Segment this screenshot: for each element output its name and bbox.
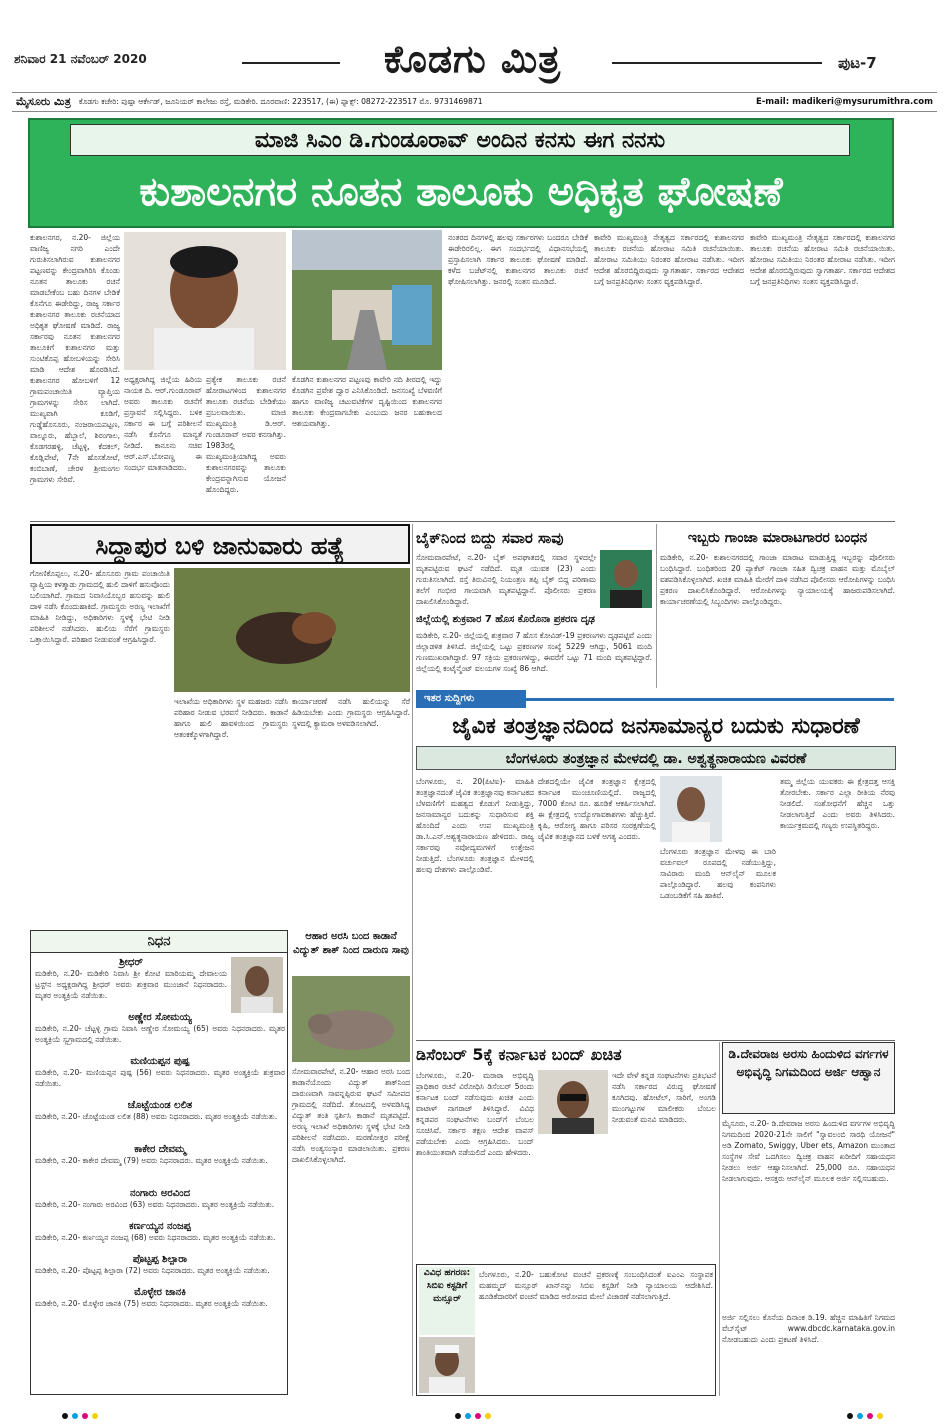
obituary-list bbox=[35, 957, 285, 1392]
elephant-body: ಗೋಣಿಕೊಪ್ಪಲು, ನ.20- ಹೊಸೂರು ಗ್ರಾಮ ಪಂಚಾಯಿತಿ ವ್ಯಾಪ್ತಿಯ ಕಳತ್ಮಾಡು ಗ್ರಾಮದಲ್ಲಿ ಹುಲಿ ದಾಳಿಗೆ ಹಸುವೊಂದು ಬಲಿಯಾಗಿದೆ. ಗ್ರಾಮದ ನಿವಾಸಿಯೊಬ್ಬರ ಹಸುವನ್ನು ಹುಲಿ ದಾಳಿ ನಡೆಸಿ ಕೊಂದುಹಾಕಿದೆ. ಗ್ರಾಮಸ್ಥರು ಅರಣ್ಯ ಇಲಾಖೆಗೆ ಮಾಹಿತಿ ನೀಡಿದ್ದು, ಅಧಿಕಾರಿಗಳು ಸ್ಥಳಕ್ಕೆ ಭೇಟಿ ನೀಡಿ ಪರಿಶೀಲನೆ ನಡೆಸಿದರು. ಹುಲಿಯ ಸೆರೆಗೆ ಗ್ರಾಮಸ್ಥರು ಒತ್ತಾಯಿಸಿದ್ದಾರೆ. ಪರಿಹಾರ ನೀಡುವಂತೆ ಆಗ್ರಹಿಸಿದ್ದಾರೆ. bbox=[30, 569, 170, 644]
bike-victim-photo bbox=[600, 550, 652, 608]
obit-text: ಮಡಿಕೇರಿ, ನ.20- ನಂಗಾರು ಅರವಿಂದ (63) ಅವರು ನಿಧನರಾದರು. ಮೃತರ ಅಂತ್ಯಕ್ರಿಯೆ ನಡೆಯಿತು. bbox=[35, 1200, 275, 1209]
biotech-subhead: ಬೆಂಗಳೂರು ತಂತ್ರಜ್ಞಾನ ಮೇಳದಲ್ಲಿ ಡಾ. ಅಶ್ವತ್ಥನಾರಾಯಣ ವಿವರಣೆ bbox=[416, 746, 896, 770]
obit-text: ಮಡಿಕೇರಿ, ನ.20- ಕರ್ಣಯ್ಯನ ನಂಜಪ್ಪ (68) ಅವರು ನಿಧನರಾದರು. ಮೃತರ ಅಂತ್ಯಕ್ರಿಯೆ ನಡೆಯಿತು. bbox=[35, 1233, 276, 1242]
obit-name: ಕಾಕೇರ ದೇವಮ್ಮ bbox=[134, 1144, 186, 1155]
masthead-title: ಕೊಡಗು ಮಿತ್ರ bbox=[383, 36, 561, 81]
obit-item bbox=[35, 1100, 285, 1144]
obc-body: ಮೈಸೂರು, ನ.20- ಡಿ.ದೇವರಾಜ ಅರಸು ಹಿಂದುಳಿದ ವರ್ಗಗಳ ಅಭಿವೃದ್ಧಿ ನಿಗಮದಿಂದ 2020-21ನೇ ಸಾಲಿಗೆ "ಸ್ವಾವಲಂಬಿ ಸಾರಥಿ ಯೋಜನೆ" ಅಡಿ Zomato, Swiggy, Uber ets, Amazon ಮುಂತಾದ ಸಂಸ್ಥೆಗಳ ಸೇವೆ ಒದಗಿಸಲು ದ್ವಿಚಕ್ರ ವಾಹನ ಖರೀದಿಗೆ ಸಹಾಯಧನ ನೀಡಲು ಅರ್ಜಿ ಆಹ್ವಾನಿಸಲಾಗಿದೆ. 25,000 ರೂ. ಸಹಾಯಧನ ನೀಡಲಾಗುವುದು. ಆಸಕ್ತರು ಆನ್‌ಲೈನ್ ಮೂಲಕ ಅರ್ಜಿ ಸಲ್ಲಿಸಬಹುದು. bbox=[722, 1119, 895, 1183]
ganja-body: ಮಡಿಕೇರಿ, ನ.20- ಕುಶಾಲನಗರದಲ್ಲಿ ಗಾಂಜಾ ಮಾರಾಟ ಮಾಡುತ್ತಿದ್ದ ಇಬ್ಬರನ್ನು ಪೊಲೀಸರು ಬಂಧಿಸಿದ್ದಾರೆ. ಬಂಧಿತರಿಂದ 20 ಪ್ಯಾಕೆಟ್ ಗಾಂಜಾ ಸಹಿತ ದ್ವಿಚಕ್ರ ವಾಹನ ಮತ್ತು ಮೊಬೈಲ್ ವಶಪಡಿಸಿಕೊಳ್ಳಲಾಗಿದೆ. ಖಚಿತ ಮಾಹಿತಿ ಮೇರೆಗೆ ದಾಳಿ ನಡೆಸಿದ ಪೊಲೀಸರು ಆರೋಪಿಗಳನ್ನು ಬಂಧಿಸಿ ಪ್ರಕರಣ ದಾಖಲಿಸಿಕೊಂಡಿದ್ದಾರೆ. ಆರೋಪಿಗಳನ್ನು ನ್ಯಾಯಾಲಯಕ್ಕೆ ಹಾಜರುಪಡಿಸಲಾಗಿದೆ. ಕಾರ್ಯಾಚರಣೆಯಲ್ಲಿ ಸಿಬ್ಬಂದಿಗಳು ಪಾಲ್ಗೊಂಡಿದ್ದರು. bbox=[660, 553, 895, 606]
contact-strip bbox=[12, 92, 937, 112]
dead-elephant-graphic bbox=[292, 976, 410, 1062]
obit-name: ಕರ್ಣಯ್ಯನ ನಂಜಪ್ಪ bbox=[129, 1221, 191, 1232]
notice-body: ಬೆಂಗಳೂರು, ನ.20- ಬಹುಕೋಟಿ ವಂಚನೆ ಪ್ರಕರಣಕ್ಕೆ ಸಂಬಂಧಿಸಿದಂತೆ ಐಎಂಎ ಸಂಸ್ಥಾಪಕ ಮಹಮ್ಮದ್ ಮನ್ಸೂರ್ ಖಾನ್‌ನನ್ನು ಸಿಬಿಐ ಕಸ್ಟಡಿಗೆ ನೀಡಿ ನ್ಯಾಯಾಲಯ ಆದೇಶಿಸಿದೆ. ಹೂಡಿಕೆದಾರರಿಗೆ ವಂಚನೆ ಮಾಡಿದ ಆರೋಪದ ಮೇಲೆ ವಿಚಾರಣೆ ನಡೆಸಲಾಗುತ್ತಿದೆ. bbox=[479, 1270, 713, 1301]
strip-brand: ಮೈಸೂರು ಮಿತ್ರ bbox=[16, 95, 71, 108]
lead-col-2: ಅಧ್ಯಕ್ಷರಾಗಿದ್ದ ಜಿಲ್ಲೆಯ ಹಿರಿಯ ನಾಯಕ ದಿ. ಆರ್.ಗುಂಡೂರಾವ್ ಅವರು ತಾಲೂಕು ರಚನೆಗೆ ಪ್ರಸ್ತಾವನೆ ಸಲ್ಲಿಸಿದ್ದರು. ಬಳಿಕ ಸರ್ಕಾರ ಈ ಬಗ್ಗೆ ಪರಿಶೀಲನೆ ನಡೆಸಿ ಕೊನೆಗೂ ಮಾನ್ಯತೆ ನೀಡಿದೆ. ಕಾನೂನು ಸಚಿವ ಆರ್.ಎಸ್.ಬೋಪಣ್ಣ ಈ ಸಂದರ್ಭ ಮಾತನಾಡಿದರು. bbox=[124, 375, 202, 472]
animal-graphic bbox=[174, 568, 410, 692]
obit-text: ಮಡಿಕೇರಿ, ನ.20- ಪೊಟ್ಟಪ್ಪ ಶಿಲ್ಪಾರಾ (72) ಅವರು ನಿಧನರಾದರು. ಮೃತರ ಅಂತ್ಯಕ್ರಿಯೆ ನಡೆಯಿತು. bbox=[35, 1266, 270, 1275]
obit-item bbox=[35, 1188, 285, 1221]
lead-col-4: ಕೊಡಗಿನ ಕುಶಾಲನಗರ ಪಟ್ಟಣವು ಕಾವೇರಿ ನದಿ ತೀರದಲ್ಲಿ ಇದ್ದು ಕೊಡಗಿನ ಪ್ರವೇಶ ದ್ವಾರ ಎನಿಸಿಕೊಂಡಿದೆ. ಜನಸಂಖ್ಯೆ ಬೆಳವಣಿಗೆ ಹಾಗೂ ವಾಣಿಜ್ಯ ಚಟುವಟಿಕೆಗಳ ದೃಷ್ಟಿಯಿಂದ ಕುಶಾಲನಗರ ತಾಲೂಕು ಕೇಂದ್ರವಾಗಬೇಕು ಎಂಬುದು ಜನರ ಬಹುಕಾಲದ ಆಶಯವಾಗಿತ್ತು. bbox=[292, 375, 442, 428]
lead-col-1: ಕುಶಾಲನಗರ, ನ.20- ಜಿಲ್ಲೆಯ ವಾಣಿಜ್ಯ ನಗರಿ ಎಂದೇ ಗುರುತಿಸಲಾಗಿರುವ ಕುಶಾಲನಗರ ಪಟ್ಟಣವನ್ನು ಕೇಂದ್ರವಾಗಿರಿಸಿ ಕೊಂಡು ನೂತನ ತಾಲೂಕು ರಚನೆ ಮಾಡಬೇಕೆಂಬ ಬಹು ದಿನಗಳ ಬೇಡಿಕೆ ಕೊನೆಗೂ ಈಡೇರಿದ್ದು, ರಾಜ್ಯ ಸರ್ಕಾರ ಕುಶಾಲನಗರ ತಾಲೂಕು ರಚನೆಯಾದ ಅಧಿಕೃತ ಘೋಷಣೆ ಮಾಡಿದೆ. ರಾಜ್ಯ ಸರ್ಕಾರವು ನೂತನ ಕುಶಾಲನಗರ ತಾಲೂಕಿಗೆ ಕುಶಾಲನಗರ ಮತ್ತು ಸುಂಟಿಕೊಪ್ಪ ಹೋಬಳಿಯನ್ನು ಸೇರಿಸಿ ಮಾಡಿ ಆದೇಶ ಹೊರಡಿಸಿದೆ. ಕುಶಾಲನಗರ ಹೋಬಳಿಗೆ 12 ಗ್ರಾಮಪಂಚಾಯಿತಿ ವ್ಯಾಪ್ತಿಯ ಗ್ರಾಮಗಳನ್ನು ಸೇರಿಸ ಲಾಗಿದೆ. ಮುಖ್ಯವಾಗಿ ಕೂಡಿಗೆ, ಗುಡ್ಡೆಹೊಸೂರು, ನಂಜರಾಯಪಟ್ಟಣ, ವಾಲ್ನೂರು, ಹೆಬ್ಬಾಲೆ, ಶಿರಂಗಾಲ, ಕೊಡಗರಹಳ್ಳಿ, ಚೆಟ್ಟಳ್ಳಿ, ಕೆದಕಲ್, ಕೊಡ್ಲಿಪೇಟೆ, 7ನೇ ಹೊಸಕೋಟೆ, ಕಂಬಿಬಾಣೆ, ಚೇರಳ ಶ್ರೀಮಂಗಲ ಗ್ರಾಮಗಳು ಸೇರಿವೆ. bbox=[30, 233, 120, 484]
notice-photo bbox=[419, 1337, 475, 1393]
column-rule bbox=[412, 524, 413, 1396]
obit-text: ಮಡಿಕೇರಿ, ನ.20- ಮಣಿಯಪ್ಪನ ಪುಷ್ಪ (56) ಅವರು ನಿಧನರಾದರು. ಮೃತರ ಅಂತ್ಯಕ್ರಿಯೆ ಶುಕ್ರವಾರ ನಡೆಯಿತು. bbox=[35, 1068, 285, 1088]
color-dots bbox=[845, 1404, 885, 1418]
obit-item bbox=[35, 1056, 285, 1100]
bandh-photo bbox=[538, 1070, 608, 1134]
obit-item bbox=[35, 1144, 285, 1188]
lead-col-6: ಕಾವೇರಿ ಮುಖ್ಯಮಂತ್ರಿ ನೇತೃತ್ವದ ಸರ್ಕಾರದಲ್ಲಿ ಕುಶಾಲನಗರ ತಾಲೂಕು ರಚನೆಯ ಹೋರಾಟ ಸಮಿತಿ ರಚನೆಯಾಯಿತು. ಹೋರಾಟ ಸಮಿತಿಯು ನಿರಂತರ ಹೋರಾಟ ನಡೆಸಿತು. ಇದೀಗ ಆದೇಶ ಹೊರಬಿದ್ದಿರುವುದು ಸ್ವಾಗತಾರ್ಹ. ಸರ್ಕಾರದ ಆದೇಶದ ಬಗ್ಗೆ ಜನಪ್ರತಿನಿಧಿಗಳು ಸಂತಸ ವ್ಯಕ್ತಪಡಿಸಿದ್ದಾರೆ. bbox=[594, 233, 744, 286]
strip-email: E-mail: madikeri@mysurumithra.com bbox=[755, 97, 933, 107]
obit-name: ಅಣ್ಣೇರ ಸೋಮಯ್ಯ bbox=[128, 1012, 192, 1023]
minister-portrait bbox=[660, 776, 722, 842]
bandh-headline: ಡಿಸೆಂಬರ್ 5ಕ್ಕೆ ಕರ್ನಾಟಕ ಬಂದ್ ಖಚಿತ bbox=[416, 1045, 622, 1064]
obit-item bbox=[35, 957, 227, 1012]
lead-portrait-photo bbox=[124, 232, 286, 370]
section-rule bbox=[30, 521, 895, 522]
notice-label: ವಿವಿಧ ಹಗರಣ: ಸಿಬಿಐ ಕಸ್ಟಡಿಗೆ ಮನ್ಸೂರ್ bbox=[419, 1267, 475, 1335]
elephant-headline: ಸಿದ್ದಾಪುರ ಬಳಿ ಜಾನುವಾರು ಹತ್ಯೆ bbox=[30, 524, 410, 564]
lead-kicker: ಮಾಜಿ ಸಿಎಂ ಡಿ.ಗುಂಡೂರಾವ್ ಅಂದಿನ ಕನಸು ಈಗ ನನಸು bbox=[70, 124, 850, 156]
lead-town-photo bbox=[292, 230, 442, 370]
issue-date: ಶನಿವಾರ 21 ನವೆಂಬರ್ 2020 bbox=[14, 52, 147, 66]
obit-name: ಚೊಟ್ಟೆಯಂಡ ಲಲಿತ bbox=[127, 1100, 193, 1111]
strip-contact: ಕೊಡಗು ಕಚೇರಿ: ಪುಷ್ಪಾ ಆರ್ಕೇಡ್, ಜೂನಿಯರ್ ಕಾಲೇಜು ರಸ್ತೆ, ಮಡಿಕೇರಿ. ದೂರವಾಣಿ: 223517, (ಈ) ಫ್ಯಾಕ್ಸ್: 08272-223517 ಮೊ. 9731469871 bbox=[78, 97, 483, 106]
notice-box bbox=[416, 1264, 716, 1396]
victim-portrait bbox=[600, 550, 652, 608]
obit-item bbox=[35, 1287, 285, 1320]
obit-name: ನಂಗಾರು ಅರವಿಂದ bbox=[129, 1188, 191, 1199]
portrait-graphic bbox=[124, 232, 286, 370]
biotech-col-4: ತಮ್ಮ ಜಿಲ್ಲೆಯ ಯುವಕರು ಈ ಕ್ಷೇತ್ರದತ್ತ ಆಸಕ್ತಿ ತೋರಬೇಕು. ಸರ್ಕಾರ ಎಲ್ಲಾ ರೀತಿಯ ನೆರವು ನೀಡಲಿದೆ. ಸಂಶೋಧನೆಗೆ ಹೆಚ್ಚಿನ ಒತ್ತು ನೀಡಲಾಗುತ್ತಿದೆ ಎಂದು ಅವರು ತಿಳಿಸಿದರು. ಕಾರ್ಯಕ್ರಮದಲ್ಲಿ ಗಣ್ಯರು ಉಪಸ್ಥಿತರಿದ್ದರು. bbox=[780, 777, 895, 830]
obit-text: ಮಡಿಕೇರಿ, ನ.20- ಚೆಟ್ಟಳ್ಳಿ ಗ್ರಾಮ ನಿವಾಸಿ ಅಣ್ಣೇರ ಸೋಮಯ್ಯ (65) ಅವರು ನಿಧನರಾದರು. ಮೃತರ ಅಂತ್ಯಕ್ರಿಯೆ ಸ್ವಗ್ರಾಮದಲ್ಲಿ ನಡೆಯಿತು. bbox=[35, 1024, 285, 1044]
electric-photo bbox=[292, 976, 410, 1062]
obit-text: ಮಡಿಕೇರಿ, ನ.20- ಮಡಿಕೇರಿ ನಿವಾಸಿ ಶ್ರೀ ಕೋಟಿ ಮಾರಿಯಮ್ಮ ದೇವಾಲಯ ಟ್ರಸ್ಟ್‌ನ ಅಧ್ಯಕ್ಷರಾಗಿದ್ದ ಶ್ರೀಧರ್ ಅವರು ಶುಕ್ರವಾರ ಮುಂಜಾನೆ ನಿಧನರಾದರು. ಮೃತರ ಅಂತ್ಯಕ್ರಿಯೆ ನಡೆಯಿತು. bbox=[35, 969, 227, 1000]
color-dots bbox=[453, 1404, 493, 1418]
obit-name: ಪೊಟ್ಟಪ್ಪ ಶಿಲ್ಪಾರಾ bbox=[132, 1254, 188, 1265]
obituary-heading: ನಿಧನ bbox=[31, 931, 287, 953]
accused-portrait bbox=[419, 1337, 475, 1393]
obit-item bbox=[35, 1012, 285, 1056]
masthead-rule-right bbox=[612, 62, 822, 64]
tag-rule bbox=[526, 698, 894, 701]
lead-col-5: ನಂತರದ ದಿನಗಳಲ್ಲಿ ಹಲವು ಸರ್ಕಾರಗಳು ಬಂದರೂ ಬೇಡಿಕೆ ಈಡೇರಿರಲಿಲ್ಲ. ಈಗ ಸಂದರ್ಭದಲ್ಲಿ ವಿಧಾನಸಭೆಯಲ್ಲಿ ಪ್ರಸ್ತಾಪಿಸಲಾಗಿ ಸರ್ಕಾರ ತಾಲೂಕು ಘೋಷಣೆ ಮಾಡಿದೆ. ಕಳೆದ ಬಜೆಟ್‌ನಲ್ಲಿ ಕುಶಾಲನಗರ ತಾಲೂಕು ರಚನೆ ಘೋಷಿಸಲಾಗಿತ್ತು. ಜನರಲ್ಲಿ ಸಂತಸ ಮೂಡಿದೆ. bbox=[448, 233, 588, 286]
electric-body: ಸೋಮವಾರಪೇಟೆ, ನ.20- ಆಹಾರ ಅರಸಿ ಬಂದ ಕಾಡಾನೆಯೊಂದು ವಿದ್ಯುತ್ ಶಾಕ್‌ನಿಂದ ದಾರುಣವಾಗಿ ಸಾವನ್ನಪ್ಪಿರುವ ಘಟನೆ ಸಮೀಪದ ಗ್ರಾಮದಲ್ಲಿ ನಡೆದಿದೆ. ತೋಟದಲ್ಲಿ ಅಳವಡಿಸಿದ್ದ ವಿದ್ಯುತ್ ತಂತಿ ಸ್ಪರ್ಶಿಸಿ ಕಾಡಾನೆ ಮೃತಪಟ್ಟಿದೆ. ಅರಣ್ಯ ಇಲಾಖೆ ಅಧಿಕಾರಿಗಳು ಸ್ಥಳಕ್ಕೆ ಭೇಟಿ ನೀಡಿ ಪರಿಶೀಲನೆ ನಡೆಸಿದರು. ಮರಣೋತ್ತರ ಪರೀಕ್ಷೆ ನಡೆಸಿ ಅಂತ್ಯಸಂಸ್ಕಾರ ಮಾಡಲಾಯಿತು. ಪ್ರಕರಣ ದಾಖಲಿಸಿಕೊಳ್ಳಲಾಗಿದೆ. bbox=[292, 1067, 410, 1164]
registration-marks-bottom bbox=[0, 1404, 945, 1418]
biotech-col-1: ಬೆಂಗಳೂರು, ನ. 20(ಪಿಟಿಐ)- ಮಾಹಿತಿ ತಂತ್ರಜ್ಞಾನದಂತೆ ಜೈವಿಕ ತಂತ್ರಜ್ಞಾನವು ಕರ್ನಾಟಕದ ಬೆಳವಣಿಗೆಗೆ ಮಹತ್ವದ ಕೊಡುಗೆ ನೀಡುತ್ತಿದ್ದು, ಜನಸಾಮಾನ್ಯರ ಬದುಕನ್ನು ಸುಧಾರಿಸುವ ಶಕ್ತಿ ಹೊಂದಿದೆ ಎಂದು ಉಪ ಮುಖ್ಯಮಂತ್ರಿ ಡಾ.ಸಿ.ಎನ್.ಅಶ್ವತ್ಥನಾರಾಯಣ ಹೇಳಿದರು. ರಾಜ್ಯ ಸರ್ಕಾರವು ನವೋದ್ಯಮಗಳಿಗೆ ಉತ್ತೇಜನ ನೀಡುತ್ತಿದೆ. ಬೆಂಗಳೂರು ತಂತ್ರಜ್ಞಾನ ಮೇಳದಲ್ಲಿ ಹಲವು ದೇಶಗಳು ಪಾಲ್ಗೊಂಡಿವೆ. bbox=[416, 777, 534, 874]
obit-item bbox=[35, 1254, 285, 1287]
section-rule bbox=[416, 1040, 895, 1041]
obc-body-2: ಅರ್ಜಿ ಸಲ್ಲಿಸಲು ಕೊನೆಯ ದಿನಾಂಕ ಡಿ.19. ಹೆಚ್ಚಿನ ಮಾಹಿತಿಗೆ ನಿಗಮದ ವೆಬ್‌ಸೈಟ್ www.dbcdc.karnataka.gov.in ನೋಡಬಹುದು ಎಂದು ಪ್ರಕಟಣೆ ತಿಳಿಸಿದೆ. bbox=[722, 1313, 895, 1344]
color-dots bbox=[60, 1404, 100, 1418]
bike-body: ಸೋಮವಾರಪೇಟೆ, ನ.20- ಬೈಕ್ ಅಪಘಾತದಲ್ಲಿ ಸವಾರ ಸ್ಥಳದಲ್ಲೇ ಮೃತಪಟ್ಟಿರುವ ಘಟನೆ ನಡೆದಿದೆ. ಮೃತ ಯುವಕ (23) ಎಂದು ಗುರುತಿಸಲಾಗಿದೆ. ರಸ್ತೆ ತಿರುವಿನಲ್ಲಿ ನಿಯಂತ್ರಣ ತಪ್ಪಿ ಬೈಕ್ ಬಿದ್ದ ಪರಿಣಾಮ ತಲೆಗೆ ಗಂಭೀರ ಗಾಯವಾಗಿ ಮೃತಪಟ್ಟಿದ್ದಾನೆ. ಪೊಲೀಸರು ಪ್ರಕರಣ ದಾಖಲಿಸಿಕೊಂಡಿದ್ದಾರೆ. bbox=[416, 553, 596, 606]
masthead-rule-left bbox=[242, 62, 340, 64]
lead-col-3: ಪ್ರತ್ಯೇಕ ತಾಲೂಕು ರಚನೆ ಹೋರಾಟಗಳಿಂದ ಕುಶಾಲನಗರ ತಾಲೂಕು ರಚನೆಯ ಬೇಡಿಕೆಯು ಪ್ರಬಲವಾಯಿತು. ಮಾಜಿ ಮುಖ್ಯಮಂತ್ರಿ ಡಿ.ಆರ್. ಗುಂಡೂರಾವ್ ಅವರ ಕನಸಾಗಿತ್ತು. 1983ರಲ್ಲಿ ಮುಖ್ಯಮಂತ್ರಿಯಾಗಿದ್ದ ಅವರು ಕುಶಾಲನಗರವನ್ನು ತಾಲೂಕು ಕೇಂದ್ರವನ್ನಾಗಿಸುವ ಯೋಜನೆ ಹೊಂದಿದ್ದರು. bbox=[206, 375, 286, 494]
column-rule bbox=[719, 1042, 720, 1396]
covid-body: ಮಡಿಕೇರಿ, ನ.20- ಜಿಲ್ಲೆಯಲ್ಲಿ ಶುಕ್ರವಾರ 7 ಹೊಸ ಕೋವಿಡ್-19 ಪ್ರಕರಣಗಳು ದೃಢಪಟ್ಟಿವೆ ಎಂದು ಜಿಲ್ಲಾಡಳಿತ ತಿಳಿಸಿದೆ. ಜಿಲ್ಲೆಯಲ್ಲಿ ಒಟ್ಟು ಪ್ರಕರಣಗಳ ಸಂಖ್ಯೆ 5229 ಆಗಿದ್ದು, 5061 ಮಂದಿ ಗುಣಮುಖರಾಗಿದ್ದಾರೆ. 97 ಸಕ್ರಿಯ ಪ್ರಕರಣಗಳಿದ್ದು, ಈವರೆಗೆ ಒಟ್ಟು 71 ಮಂದಿ ಮೃತಪಟ್ಟಿದ್ದಾರೆ. ಜಿಲ್ಲೆಯಲ್ಲಿ ಕಂಟೈನ್ಮೆಂಟ್ ವಲಯಗಳ ಸಂಖ್ಯೆ 86 ಆಗಿದೆ. bbox=[416, 631, 652, 673]
other-news-tag: ಇತರ ಸುದ್ದಿಗಳು bbox=[416, 690, 526, 708]
obit-item bbox=[35, 1221, 285, 1254]
biotech-headline: ಜೈವಿಕ ತಂತ್ರಜ್ಞಾನದಿಂದ ಜನಸಾಮಾನ್ಯರ ಬದುಕು ಸುಧಾರಣೆ bbox=[452, 714, 860, 739]
town-graphic bbox=[292, 230, 442, 370]
biotech-col-2: ದೇಶದಲ್ಲಿಯೇ ಜೈವಿಕ ತಂತ್ರಜ್ಞಾನ ಕ್ಷೇತ್ರದಲ್ಲಿ ಕರ್ನಾಟಕ ಮುಂಚೂಣಿಯಲ್ಲಿದೆ. ರಾಜ್ಯದಲ್ಲಿ 7000 ಕೋಟಿ ರೂ. ಹೂಡಿಕೆ ಆಕರ್ಷಿಸಲಾಗಿದೆ. ಈ ಕ್ಷೇತ್ರದಲ್ಲಿ ಉದ್ಯೋಗಾವಕಾಶಗಳು ಹೆಚ್ಚುತ್ತಿವೆ. ಕೃಷಿ, ಆರೋಗ್ಯ ಹಾಗೂ ಪರಿಸರ ಸಂರಕ್ಷಣೆಯಲ್ಲಿ ಜೈವಿಕ ತಂತ್ರಜ್ಞಾನದ ಬಳಕೆ ಅಗತ್ಯ ಎಂದರು. bbox=[538, 777, 656, 841]
electric-headline: ಆಹಾರ ಅರಸಿ ಬಂದ ಕಾಡಾನೆ ವಿದ್ಯುತ್ ಶಾಕ್ ನಿಂದ ದಾರುಣ ಸಾವು bbox=[293, 931, 409, 956]
obit-name: ಮೊಳ್ಳೇರ ಜಾನಕಿ bbox=[134, 1287, 186, 1298]
obc-headline: ಡಿ.ದೇವರಾಜ ಅರಸು ಹಿಂದುಳಿದ ವರ್ಗಗಳ ಅಭಿವೃದ್ಧಿ ನಿಗಮದಿಂದ ಅರ್ಜಿ ಆಹ್ವಾನ bbox=[722, 1042, 895, 1114]
lead-col-7: ಕಾವೇರಿ ಮುಖ್ಯಮಂತ್ರಿ ನೇತೃತ್ವದ ಸರ್ಕಾರದಲ್ಲಿ ಕುಶಾಲನಗರ ತಾಲೂಕು ರಚನೆಯ ಹೋರಾಟ ಸಮಿತಿ ರಚನೆಯಾಯಿತು. ಹೋರಾಟ ಸಮಿತಿಯು ನಿರಂತರ ಹೋರಾಟ ನಡೆಸಿತು. ಇದೀಗ ಆದೇಶ ಹೊರಬಿದ್ದಿರುವುದು ಸ್ವಾಗತಾರ್ಹ. ಸರ್ಕಾರದ ಆದೇಶದ ಬಗ್ಗೆ ಜನಪ್ರತಿನಿಧಿಗಳು ಸಂತಸ ವ್ಯಕ್ತಪಡಿಸಿದ್ದಾರೆ. bbox=[750, 233, 895, 286]
biotech-col-3: ಬೆಂಗಳೂರು ತಂತ್ರಜ್ಞಾನ ಮೇಳವು ಈ ಬಾರಿ ವರ್ಚುವಲ್ ರೂಪದಲ್ಲಿ ನಡೆಯುತ್ತಿದ್ದು, ಸಾವಿರಾರು ಮಂದಿ ಆನ್‌ಲೈನ್ ಮೂಲಕ ಪಾಲ್ಗೊಂಡಿದ್ದಾರೆ. ಹಲವು ಕಂಪನಿಗಳು ಒಡಂಬಡಿಕೆಗೆ ಸಹಿ ಹಾಕಿವೆ. bbox=[660, 847, 776, 900]
obit-text: ಮಡಿಕೇರಿ, ನ.20- ಮೊಳ್ಳೇರ ಜಾನಕಿ (75) ಅವರು ನಿಧನರಾದರು. ಮೃತರ ಅಂತ್ಯಕ್ರಿಯೆ ನಡೆಯಿತು. bbox=[35, 1299, 268, 1308]
lead-headline: ಕುಶಾಲನಗರ ನೂತನ ತಾಲೂಕು ಅಧಿಕೃತ ಘೋಷಣೆ bbox=[139, 168, 783, 215]
elephant-body-3: ಕಾರ್ಯಾಚರಣೆ ನಡೆಸಿ ಹುಲಿಯನ್ನು ಸೆರೆ ಹಿಡಿಯಬೇಕು ಎಂದು ಗ್ರಾಮಸ್ಥರು ಆಗ್ರಹಿಸಿದ್ದಾರೆ. ಸ್ಥಳದಲ್ಲಿ ಕ್ಯಾಮರಾ ಅಳವಡಿಸಲಾಗಿದೆ. bbox=[292, 697, 410, 728]
masthead bbox=[0, 0, 945, 118]
minister-photo bbox=[660, 776, 722, 842]
page-number: ಪುಟ-7 bbox=[838, 54, 877, 72]
elephant-photo bbox=[174, 568, 410, 692]
obit-text: ಮಡಿಕೇರಿ, ನ.20- ಚೊಟ್ಟೆಯಂಡ ಲಲಿತ (88) ಅವರು ನಿಧನರಾದರು. ಮೃತರ ಅಂತ್ಯಕ್ರಿಯೆ ನಡೆಯಿತು. bbox=[35, 1112, 278, 1121]
obituary-box bbox=[30, 930, 288, 1395]
obit-name: ಶ್ರೀಧರ್ bbox=[119, 957, 143, 968]
bandh-body: ಬೆಂಗಳೂರು, ನ.20- ಮರಾಠಾ ಅಭಿವೃದ್ಧಿ ಪ್ರಾಧಿಕಾರ ರಚನೆ ವಿರೋಧಿಸಿ ಡಿಸೆಂಬರ್ 5ರಂದು ಕರ್ನಾಟಕ ಬಂದ್ ನಡೆಸುವುದು ಖಚಿತ ಎಂದು ವಾಟಾಳ್ ನಾಗರಾಜ್ ತಿಳಿಸಿದ್ದಾರೆ. ವಿವಿಧ ಕನ್ನಡಪರ ಸಂಘಟನೆಗಳು ಬಂದ್‌ಗೆ ಬೆಂಬಲ ಸೂಚಿಸಿವೆ. ಸರ್ಕಾರ ತಕ್ಷಣ ಆದೇಶ ವಾಪಸ್ ಪಡೆಯಬೇಕು ಎಂದು ಆಗ್ರಹಿಸಿದರು. ಬಂದ್ ಶಾಂತಿಯುತವಾಗಿ ನಡೆಯಲಿದೆ ಎಂದು ಹೇಳಿದರು. bbox=[416, 1071, 534, 1157]
lead-banner bbox=[28, 118, 894, 228]
bandh-body-2: ಇದೇ ವೇಳೆ ಕನ್ನಡ ಸಂಘಟನೆಗಳು ಪ್ರತಿಭಟನೆ ನಡೆಸಿ ಸರ್ಕಾರದ ವಿರುದ್ಧ ಘೋಷಣೆ ಕೂಗಿದವು. ಹೋಟೆಲ್, ಸಾರಿಗೆ, ಅಂಗಡಿ ಮುಂಗಟ್ಟುಗಳ ಮಾಲೀಕರು ಬೆಂಬಲ ನೀಡುವಂತೆ ಮನವಿ ಮಾಡಿದರು. bbox=[612, 1071, 716, 1124]
elephant-body-2: ಇಲಾಖೆಯ ಅಧಿಕಾರಿಗಳು ಸ್ಥಳ ಮಹಜರು ನಡೆಸಿ ಪರಿಹಾರ ನೀಡುವ ಭರವಸೆ ನೀಡಿದರು. ಕಾಡಾನೆ ಹಾಗೂ ಹುಲಿ ಹಾವಳಿಯಿಂದ ಗ್ರಾಮಸ್ಥರು ಆತಂಕಕ್ಕೊಳಗಾಗಿದ್ದಾರೆ. bbox=[174, 697, 288, 739]
leader-portrait bbox=[538, 1070, 608, 1134]
bike-headline: ಬೈಕ್‌ನಿಂದ ಬಿದ್ದು ಸವಾರ ಸಾವು bbox=[416, 529, 564, 547]
obit-text: ಮಡಿಕೇರಿ, ನ.20- ಕಾಕೇರ ದೇವಮ್ಮ (79) ಅವರು ನಿಧನರಾದರು. ಮೃತರ ಅಂತ್ಯಕ್ರಿಯೆ ನಡೆಯಿತು. bbox=[35, 1156, 268, 1165]
covid-headline: ಜಿಲ್ಲೆಯಲ್ಲಿ ಶುಕ್ರವಾರ 7 ಹೊಸ ಕೊರೊನಾ ಪ್ರಕರಣ ದೃಢ bbox=[416, 614, 595, 625]
ganja-headline: ಇಬ್ಬರು ಗಾಂಜಾ ಮಾರಾಟಗಾರರ ಬಂಧನ bbox=[687, 530, 868, 546]
column-rule bbox=[656, 524, 657, 688]
obit-name: ಮಣಿಯಪ್ಪನ ಪುಷ್ಪ bbox=[130, 1056, 190, 1067]
